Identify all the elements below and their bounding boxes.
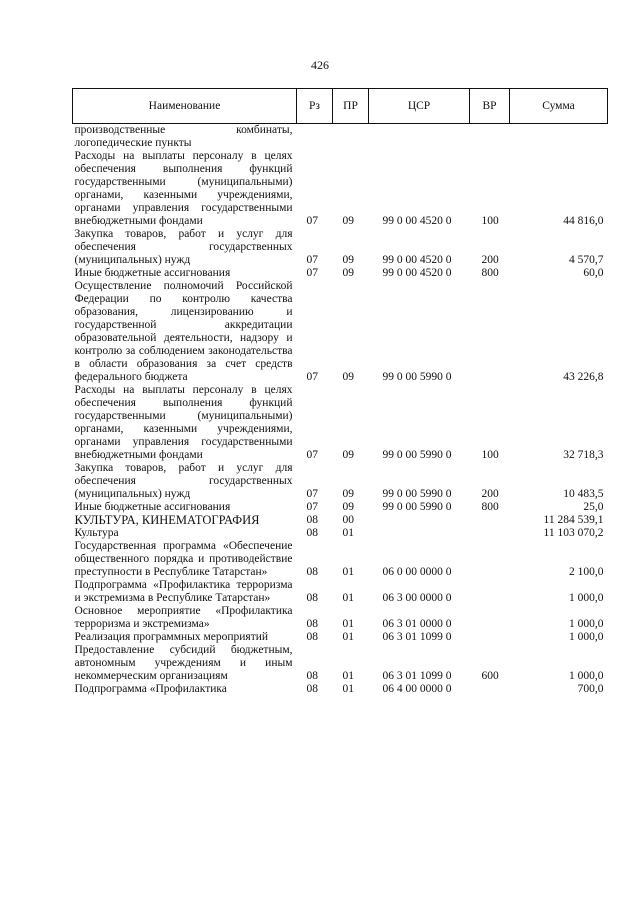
cell-name: Реализация программных мероприятий	[74, 631, 269, 643]
cell-csr: 99 0 00 4520 0	[382, 254, 452, 266]
cell-rz	[297, 124, 333, 151]
cell-csr: 06 3 01 1099 0	[382, 631, 452, 643]
cell-pr: 09	[342, 254, 354, 266]
cell-name: Подпрограмма «Профилактика терроризма и экстремизма в Республике Татарстан»	[74, 579, 293, 604]
cell-name: Осуществление полномочий Российской Федерации по контролю качества образования, лицензированию и государственной аккредитации образовательной деятельности, надзору и контролю за соблюдением законодательства в области образования за счет средств федерального бюджета	[74, 280, 293, 383]
table-row	[73, 514, 608, 527]
cell-pr: 09	[342, 267, 354, 279]
cell-rz: 08	[306, 618, 318, 630]
cell-vr: 800	[481, 267, 499, 279]
cell-pr: 00	[342, 514, 354, 526]
cell-pr: 09	[342, 449, 354, 461]
cell-sum: 700,0	[577, 683, 604, 695]
cell-vr	[470, 527, 510, 540]
cell-sum: 10 483,5	[563, 488, 604, 500]
table-row	[73, 384, 608, 462]
cell-rz: 08	[306, 631, 318, 643]
header-rz: Рз	[297, 89, 333, 124]
cell-pr	[333, 124, 369, 151]
cell-csr: 99 0 00 5990 0	[382, 371, 452, 383]
cell-csr: 06 4 00 0000 0	[382, 683, 452, 695]
table-row	[73, 540, 608, 579]
cell-rz: 07	[306, 449, 318, 461]
cell-pr: 01	[342, 631, 354, 643]
cell-name: Закупка товаров, работ и услуг для обеспечения государственных (муниципальных) нужд	[74, 462, 293, 500]
cell-name: Подпрограмма «Профилактика	[74, 683, 227, 695]
cell-sum: 1 000,0	[569, 631, 604, 643]
cell-csr: 99 0 00 5990 0	[382, 488, 452, 500]
cell-sum: 32 718,3	[563, 449, 604, 461]
cell-pr: 01	[342, 683, 354, 695]
cell-name: Расходы на выплаты персоналу в целях обеспечения выполнения функций государственными (муниципальными) органами, казенными учреждениями, органами управления государственными внебюджетными фондами	[74, 150, 293, 227]
cell-pr: 01	[342, 618, 354, 630]
table-row	[73, 683, 608, 696]
cell-sum: 44 816,0	[563, 215, 604, 227]
cell-sum: 1 000,0	[569, 670, 604, 682]
cell-vr	[470, 605, 510, 631]
cell-pr: 09	[342, 371, 354, 383]
cell-rz: 08	[306, 592, 318, 604]
cell-pr: 09	[342, 501, 354, 513]
cell-pr: 01	[342, 566, 354, 578]
cell-csr: 06 0 00 0000 0	[382, 566, 452, 578]
cell-pr: 01	[342, 527, 354, 539]
cell-vr: 200	[481, 254, 499, 266]
table-row	[73, 527, 608, 540]
cell-rz: 07	[306, 267, 318, 279]
header-pr: ПР	[333, 89, 369, 124]
cell-rz: 08	[306, 670, 318, 682]
cell-vr	[470, 579, 510, 605]
table-body	[73, 124, 608, 697]
cell-vr: 800	[481, 501, 499, 513]
table-row	[73, 631, 608, 644]
table-row	[73, 462, 608, 501]
cell-csr: 99 0 00 5990 0	[382, 501, 452, 513]
cell-pr: 01	[342, 592, 354, 604]
cell-name: Культура	[74, 527, 119, 539]
cell-sum: 25,0	[583, 501, 604, 513]
page-number: 426	[311, 58, 329, 72]
cell-csr	[369, 514, 470, 527]
cell-csr: 06 3 00 0000 0	[382, 592, 452, 604]
cell-vr: 200	[481, 488, 499, 500]
cell-vr: 100	[481, 215, 499, 227]
cell-csr: 06 3 01 1099 0	[382, 670, 452, 682]
table-row	[73, 267, 608, 280]
header-name: Наименование	[73, 89, 297, 124]
cell-csr: 99 0 00 5990 0	[382, 449, 452, 461]
table-row	[73, 150, 608, 228]
cell-name: Иные бюджетные ассигнования	[74, 267, 231, 279]
cell-vr: 100	[481, 449, 499, 461]
cell-name: Закупка товаров, работ и услуг для обеспечения государственных (муниципальных) нужд	[74, 228, 293, 266]
cell-vr	[470, 631, 510, 644]
cell-rz: 07	[306, 215, 318, 227]
cell-vr	[470, 124, 510, 151]
cell-pr: 09	[342, 488, 354, 500]
cell-name: Предоставление субсидий бюджетным, автономным учреждениям и иным некоммерческим организациям	[74, 644, 293, 682]
cell-name: Государственная программа «Обеспечение общественного порядка и противодействие преступности в Республике Татарстан»	[74, 540, 293, 578]
cell-sum: 43 226,8	[563, 371, 604, 383]
cell-vr	[470, 514, 510, 527]
cell-sum: 2 100,0	[569, 566, 604, 578]
cell-csr	[369, 124, 470, 151]
header-sum: Сумма	[510, 89, 608, 124]
table-row	[73, 124, 608, 151]
cell-name: КУЛЬТУРА, КИНЕМАТОГРАФИЯ	[74, 513, 260, 527]
cell-name: Иные бюджетные ассигнования	[74, 501, 231, 513]
cell-sum: 60,0	[583, 267, 604, 279]
cell-vr	[470, 540, 510, 579]
header-vr: ВР	[470, 89, 510, 124]
cell-name: Расходы на выплаты персоналу в целях обеспечения выполнения функций государственными (муниципальными) органами, казенными учреждениями, органами управления государственными внебюджетными фондами	[74, 384, 293, 461]
table-row	[73, 228, 608, 267]
cell-sum	[510, 124, 608, 151]
cell-csr: 99 0 00 4520 0	[382, 267, 452, 279]
cell-name: Основное мероприятие «Профилактика терроризма и экстремизма»	[74, 605, 293, 630]
cell-csr	[369, 527, 470, 540]
cell-rz: 08	[306, 514, 318, 526]
cell-csr: 06 3 01 0000 0	[382, 618, 452, 630]
cell-rz: 07	[306, 254, 318, 266]
cell-vr	[470, 280, 510, 384]
budget-table	[72, 88, 608, 696]
cell-sum: 1 000,0	[569, 592, 604, 604]
table-row	[73, 605, 608, 631]
cell-rz: 08	[306, 683, 318, 695]
cell-sum: 4 570,7	[569, 254, 604, 266]
cell-vr	[470, 683, 510, 696]
cell-sum: 11 103 070,2	[543, 527, 604, 539]
cell-rz: 07	[306, 371, 318, 383]
cell-csr: 99 0 00 4520 0	[382, 215, 452, 227]
cell-vr: 600	[481, 670, 499, 682]
cell-rz: 08	[306, 566, 318, 578]
cell-rz: 07	[306, 488, 318, 500]
cell-pr: 01	[342, 670, 354, 682]
header-csr: ЦСР	[369, 89, 470, 124]
table-row	[73, 280, 608, 384]
table-row	[73, 579, 608, 605]
cell-sum: 11 284 539,1	[543, 514, 604, 526]
cell-rz: 08	[306, 527, 318, 539]
table-header	[73, 89, 608, 124]
cell-name: производственные комбинаты, логопедические пункты	[74, 124, 293, 149]
cell-pr: 09	[342, 215, 354, 227]
cell-rz: 07	[306, 501, 318, 513]
cell-sum: 1 000,0	[569, 618, 604, 630]
table-row	[73, 644, 608, 683]
